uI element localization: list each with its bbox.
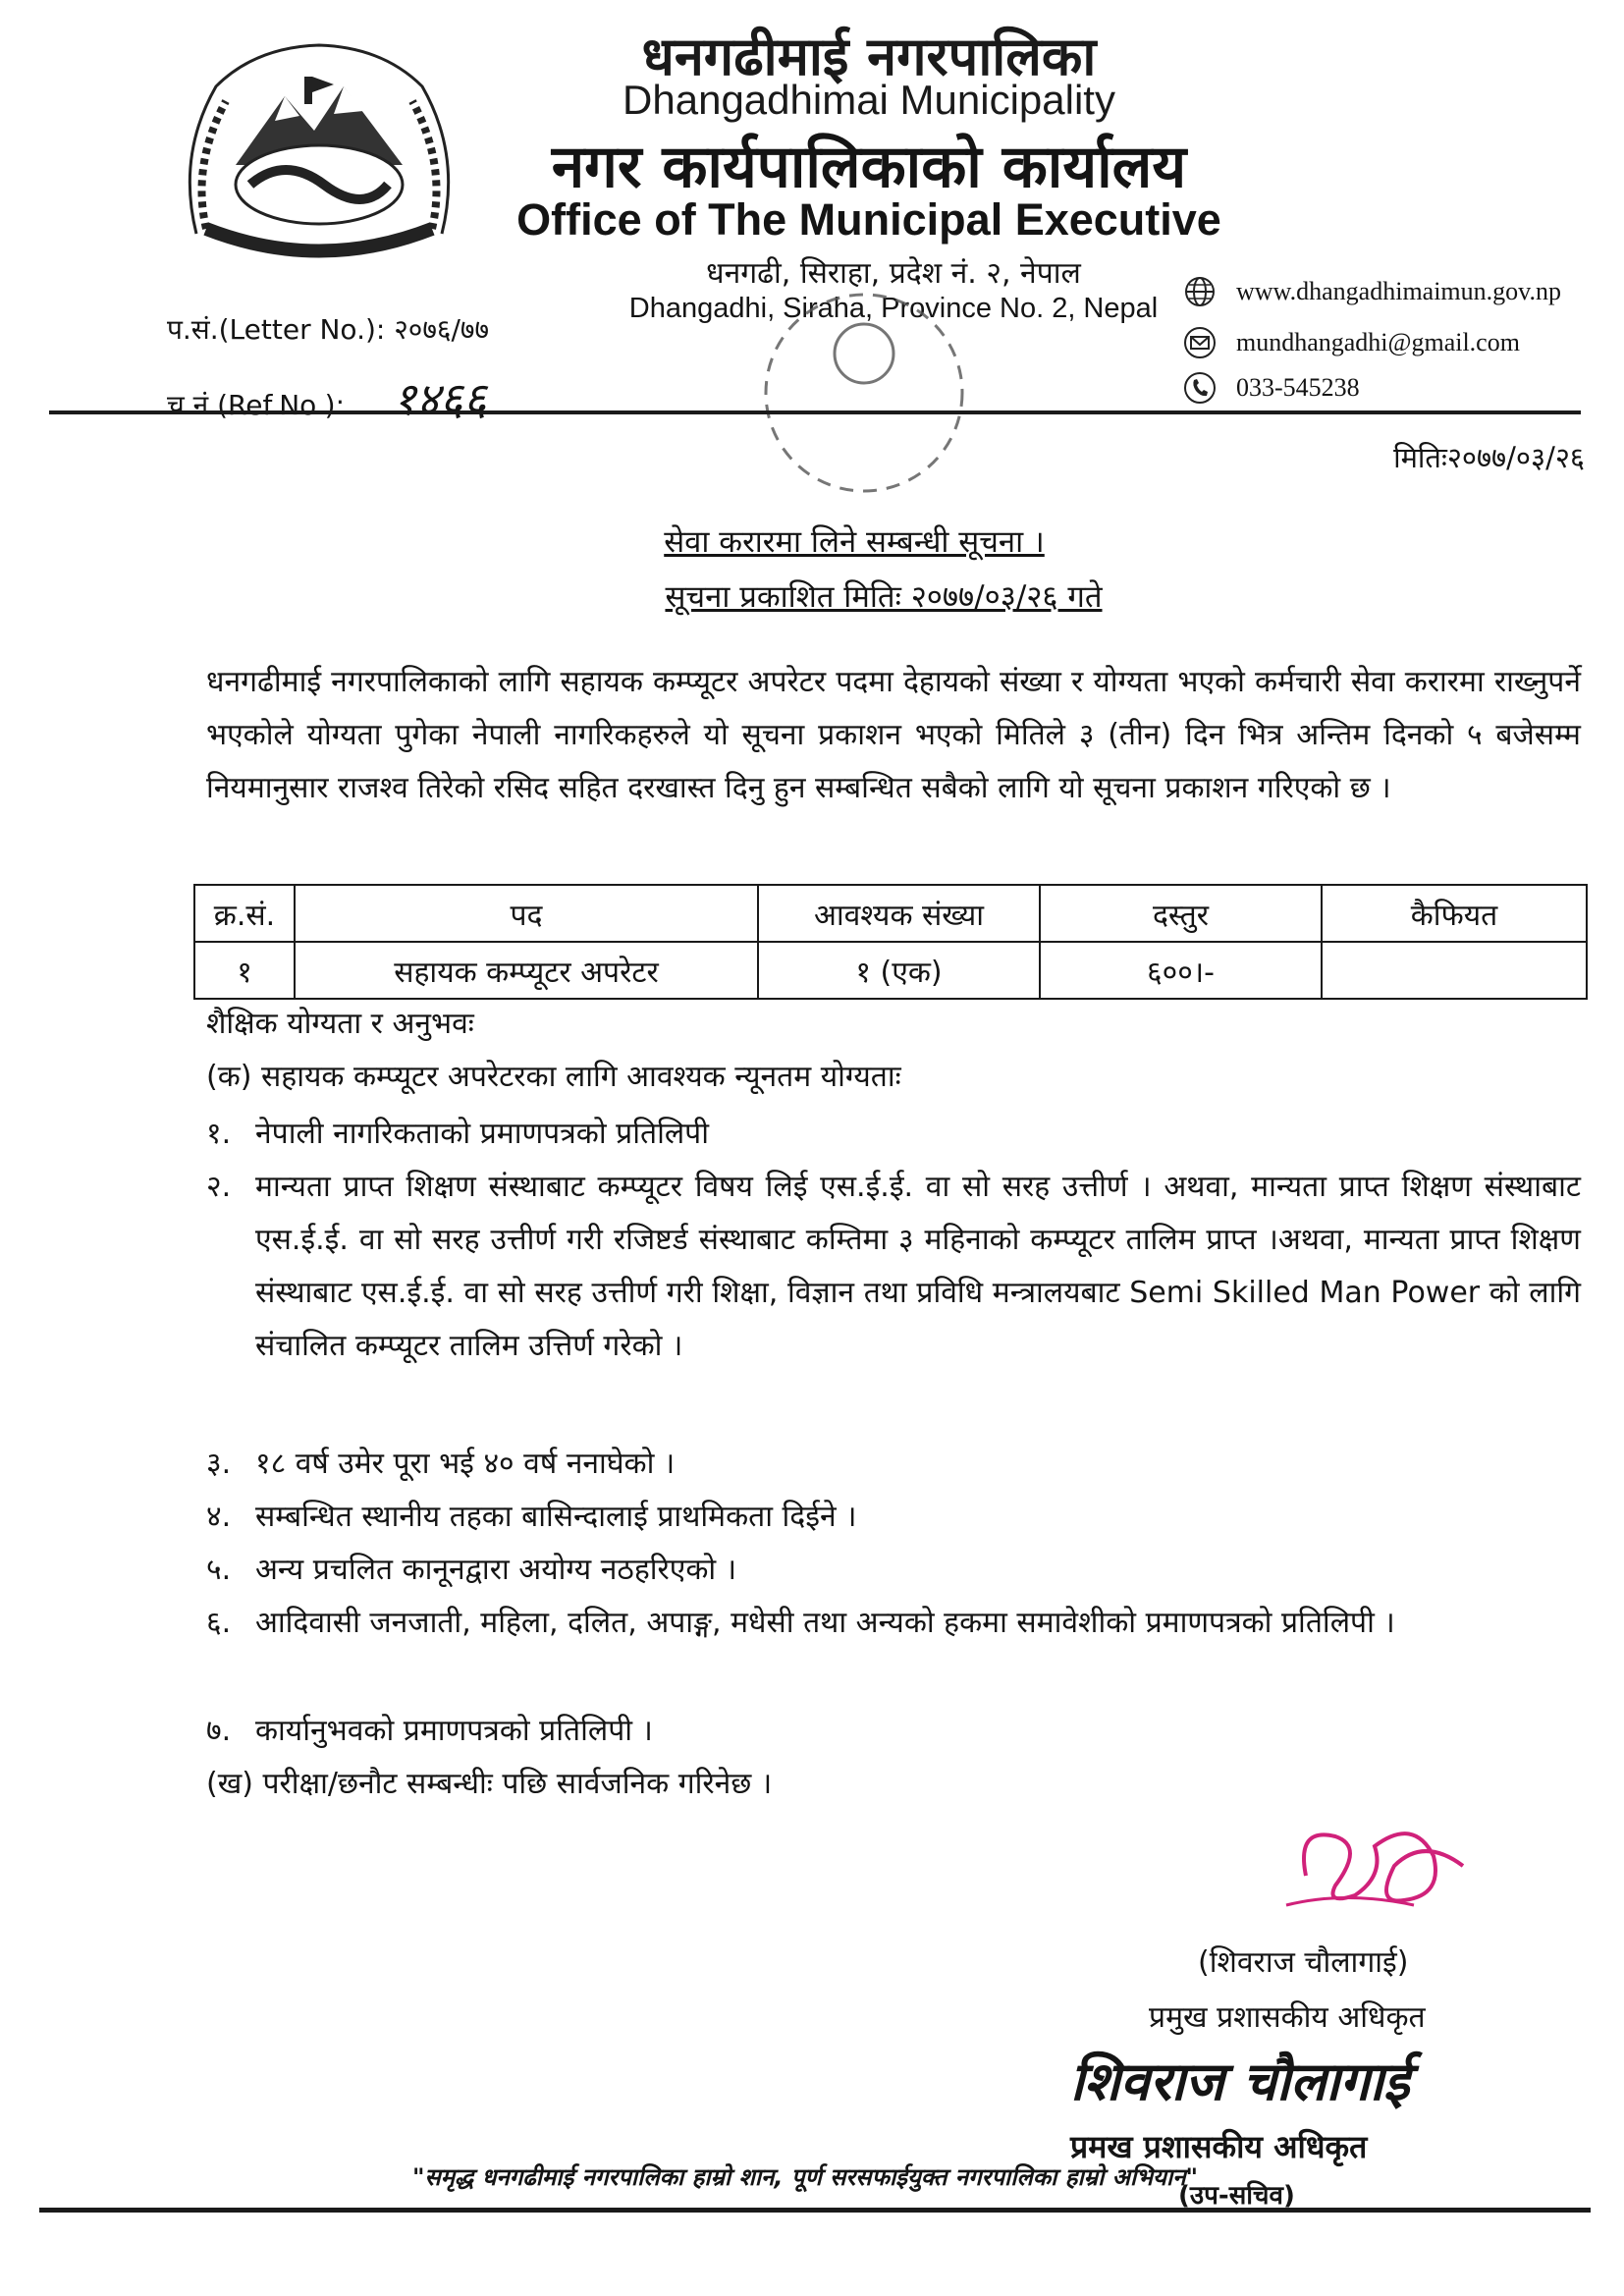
exam-note: (ख) परीक्षा/छनौट सम्बन्धीः पछि सार्वजनिक गरिनेछ । — [206, 1767, 773, 1801]
website-link[interactable]: www.dhangadhimaimun.gov.np — [1236, 277, 1561, 305]
office-stamp-icon — [717, 285, 1011, 511]
address-nepali: धनगढी, सिराहा, प्रदेश नं. २, नेपाल — [706, 256, 1081, 291]
email-link[interactable]: mundhangadhi@gmail.com — [1236, 328, 1520, 356]
cell-fee: ६००।- — [1040, 942, 1322, 999]
list-item-number: ३. — [206, 1447, 232, 1481]
office-name-english: Office of The Municipal Executive — [516, 194, 1221, 245]
qualification-subheading: (क) सहायक कम्प्यूटर अपरेटरका लागि आवश्यक न्यूनतम योग्यताः — [206, 1060, 901, 1094]
reference-number-value: १४६६ — [392, 372, 487, 425]
list-item-number: २. — [206, 1170, 232, 1204]
seal-title: प्रमख प्रशासकीय अधिकृत — [1070, 2128, 1368, 2165]
list-item — [206, 1108, 1581, 1161]
column-header-count: आवश्यक संख्या — [758, 885, 1040, 942]
list-item-number: ६. — [206, 1606, 232, 1640]
mail-icon — [1183, 326, 1217, 359]
phone-icon — [1183, 371, 1217, 405]
cell-remarks — [1322, 942, 1587, 999]
cell-post: सहायक कम्प्यूटर अपरेटर — [295, 942, 758, 999]
seal-rank: (उप-सचिव) — [1178, 2181, 1295, 2211]
table-header-row — [194, 885, 1587, 942]
letter-number-value: २०७६/७७ — [394, 313, 490, 346]
handwritten-signature — [1267, 1807, 1483, 1944]
signatory-name: (शिवराज चौलागाई) — [1198, 1945, 1409, 1980]
column-header-fee: दस्तुर — [1040, 885, 1322, 942]
list-item — [206, 1438, 1581, 1491]
notice-intro-paragraph: धनगढीमाई नगरपालिकाको लागि सहायक कम्प्यूटर अपरेटर पदमा देहायको संख्या र योग्यता भएको कर्मचारी सेवा करारमा राख्नुपर्ने भएकोले योग्यता पुगेका नेपाली नागरिकहरुले यो सूचना प्रकाशन भएको मितिले ३ (तीन) दिन भित्र अन्तिम दिनको ५ बजेसम्म नियमानुसार राजश्व तिरेको रसिद सहित दरखास्त दिनु हुन सम्बन्धित सबैको लागि यो सूचना प्रकाशन गरिएको छ । — [206, 665, 1581, 805]
contact-phone — [1183, 371, 1360, 405]
seal-name: शिवराज चौलागाई — [1070, 2050, 1410, 2112]
list-item — [206, 1705, 1581, 1758]
list-item — [206, 1491, 1581, 1544]
table-row — [194, 942, 1587, 999]
list-item — [206, 1161, 1581, 1373]
qualification-heading: शैक्षिक योग्यता र अनुभवः — [206, 1007, 474, 1041]
letter-number-label: प.सं.(Letter No.): — [167, 313, 386, 346]
signatory-title: प्रमुख प्रशासकीय अधिकृत — [1149, 2000, 1426, 2035]
notice-published-date: सूचना प्रकाशित मितिः २०७७/०३/२६ गते — [665, 579, 1103, 615]
reference-number-row — [167, 367, 487, 428]
address-english: Dhangadhi, Siraha, Province No. 2, Nepal — [628, 293, 1159, 324]
list-item-number: ५. — [206, 1553, 232, 1587]
column-header-serial: क्र.सं. — [194, 885, 295, 942]
list-item-text: मान्यता प्राप्त शिक्षण संस्थाबाट कम्प्यूटर विषय लिई एस.ई.ई. वा सो सरह उत्तीर्ण । अथवा, मान्यता प्राप्त शिक्षण संस्थाबाट एस.ई.ई. वा सो सरह उत्तीर्ण गरी रजिष्टर्ड संस्थाबाट कम्तिमा ३ महिनाको कम्प्यूटर तालिम प्राप्त ।अथवा, मान्यता प्राप्त शिक्षण संस्थाबाट एस.ई.ई. वा सो सरह उत्तीर्ण गरी शिक्षा, विज्ञान तथा प्रविधि मन्त्रालयबाट Semi Skilled Man Power को लागि संचालित कम्प्यूटर तालिम उत्तिर्ण गरेको । — [255, 1170, 1581, 1363]
notice-title: सेवा करारमा लिने सम्बन्धी सूचना । — [664, 524, 1045, 560]
vacancy-table — [193, 884, 1588, 1000]
list-item — [206, 1544, 1581, 1597]
reference-number-label: च.नं.(Ref.No.): — [167, 389, 346, 421]
column-header-remarks: कैफियत — [1322, 885, 1587, 942]
phone-number: 033-545238 — [1236, 373, 1360, 402]
office-name-nepali: नगर कार्यपालिकाको कार्यालय — [551, 133, 1187, 201]
cell-serial: १ — [194, 942, 295, 999]
list-item-text: सम्बन्धित स्थानीय तहका बासिन्दालाई प्राथमिकता दिईने । — [255, 1500, 857, 1534]
column-header-post: पद — [295, 885, 758, 942]
footer-slogan: "समृद्ध धनगढीमाई नगरपालिका हाम्रो शान, पूर्ण सरसफाईयुक्त नगरपालिका हाम्रो अभियान" — [412, 2163, 1199, 2191]
list-item-text: कार्यानुभवको प्रमाणपत्रको प्रतिलिपी । — [255, 1714, 653, 1748]
footer-divider — [39, 2208, 1591, 2213]
contact-email[interactable] — [1183, 326, 1520, 359]
header-divider — [49, 410, 1581, 414]
issue-date: मितिः२०७७/०३/२६ — [1393, 441, 1585, 474]
municipality-name-english: Dhangadhimai Municipality — [623, 77, 1115, 123]
list-item-text: नेपाली नागरिकताको प्रमाणपत्रको प्रतिलिपी — [255, 1117, 709, 1151]
list-item-number: ७. — [206, 1714, 232, 1748]
contact-website[interactable] — [1183, 275, 1561, 308]
municipality-name-nepali: धनगढीमाई नगरपालिका — [641, 26, 1097, 87]
cell-count: १ (एक) — [758, 942, 1040, 999]
letter-number-row — [167, 310, 489, 348]
list-item-number: ४. — [206, 1500, 232, 1534]
list-item-text: आदिवासी जनजाती, महिला, दलित, अपाङ्ग, मधेसी तथा अन्यको हकमा समावेशीको प्रमाणपत्रको प्रतिलिपी । — [255, 1606, 1395, 1640]
list-item-number: १. — [206, 1117, 232, 1151]
globe-icon — [1183, 275, 1217, 308]
list-item — [206, 1597, 1581, 1650]
list-item-text: १८ वर्ष उमेर पूरा भई ४० वर्ष ननाघेको । — [255, 1447, 676, 1481]
list-item-text: अन्य प्रचलित कानूनद्वारा अयोग्य नठहरिएको । — [255, 1553, 737, 1587]
